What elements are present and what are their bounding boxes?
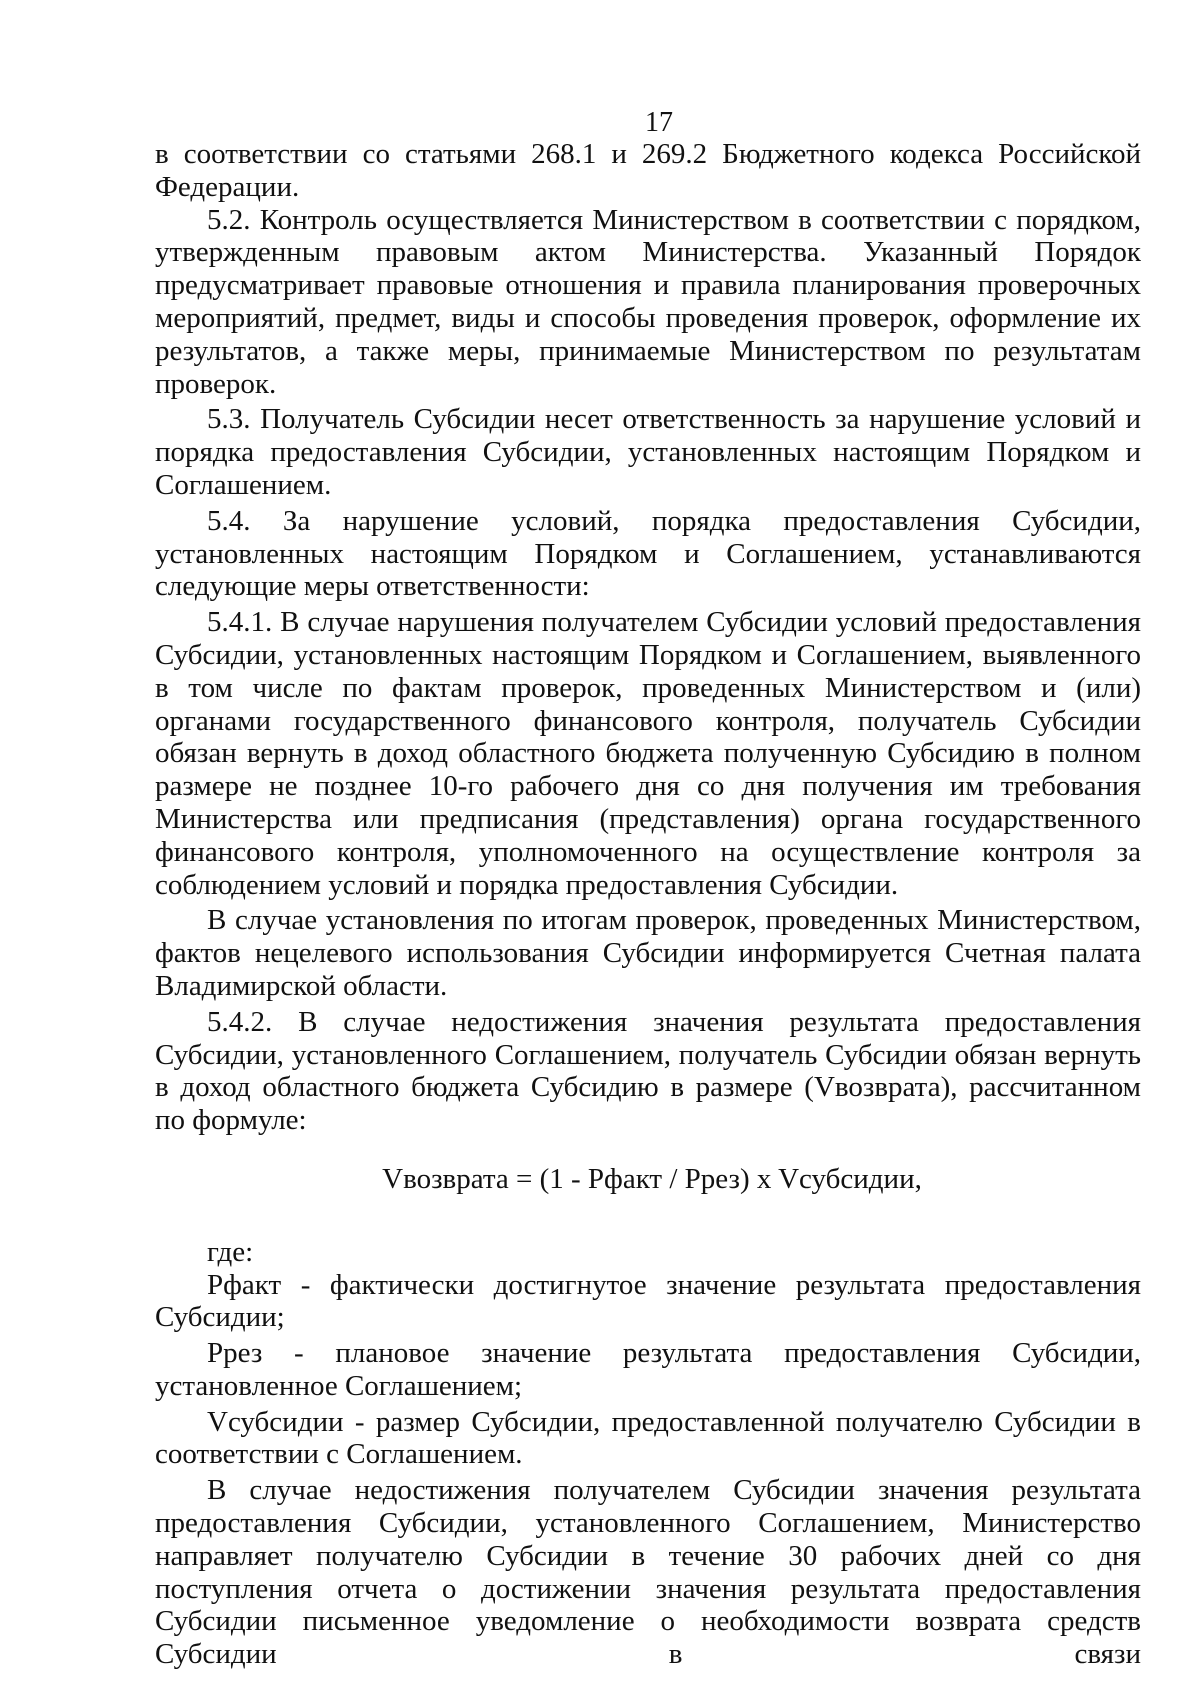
definition-prez: Ррез - плановое значение результата предоставления Субсидии, установленное Соглашением; (155, 1337, 1141, 1402)
paragraph-5-3: 5.3. Получатель Субсидии несет ответственность за нарушение условий и порядка предоставления Субсидии, установленных настоящим Порядком и Соглашением. (155, 403, 1141, 501)
paragraph-continuation: в соответствии со статьями 268.1 и 269.2 Бюджетного кодекса Российской Федерации. (155, 138, 1141, 203)
return-formula: Vвозврата = (1 - Рфакт / Ррез) x Vсубсидии, (382, 1162, 922, 1195)
paragraph-audit-chamber: В случае установления по итогам проверок, проведенных Министерством, фактов нецелевого использования Субсидии информируется Счетная палата Владимирской области. (155, 904, 1141, 1002)
paragraph-5-4-2: 5.4.2. В случае недостижения значения результата предоставления Субсидии, установленного Соглашением, получатель Субсидии обязан вернуть в доход областного бюджета Субсидию в размере (Vвозврата), рассчитанном по формуле: (155, 1005, 1141, 1137)
definitions-intro: где: (207, 1235, 254, 1268)
definition-pfakt: Рфакт - фактически достигнутое значение результата предоставления Субсидии; (155, 1268, 1141, 1334)
page-number: 17 (645, 107, 673, 138)
paragraph-5-4: 5.4. За нарушение условий, порядка предоставления Субсидии, установленных настоящим Порядком и Соглашением, устанавливаются следующие меры ответственности: (155, 504, 1141, 603)
paragraph-notification: В случае недостижения получателем Субсидии значения результата предоставления Субсидии, установленного Соглашением, Министерство направляет получателю Субсидии в течение 30 рабочих дней со дня поступления отчета о достижении значения результата предоставления Субсидии письменное уведомление о необходимости возврата средств Субсидии в связи (155, 1474, 1141, 1671)
definition-vsubsidii: Vсубсидии - размер Субсидии, предоставленной получателю Субсидии в соответствии с Соглашением. (155, 1405, 1141, 1471)
paragraph-5-4-1: 5.4.1. В случае нарушения получателем Субсидии условий предоставления Субсидии, установленных настоящим Порядком и Соглашением, выявленного в том числе по фактам проверок, проведенных Министерством и (или) органами государственного финансового контроля, получатель Субсидии обязан вернуть в доход областного бюджета полученную Субсидию в полном размере не позднее 10-го рабочего дня со дня получения им требования Министерства или предписания (представления) органа государственного финансового контроля, уполномоченного на осуществление контроля за соблюдением условий и порядка предоставления Субсидии. (155, 606, 1141, 901)
paragraph-5-2: 5.2. Контроль осуществляется Министерством в соответствии с порядком, утвержденным правовым актом Министерства. Указанный Порядок предусматривает правовые отношения и правила планирования проверочных мероприятий, предмет, виды и способы проведения проверок, оформление их результатов, а также меры, принимаемые Министерством по результатам проверок. (155, 203, 1141, 400)
document-page (155, 108, 1141, 1671)
